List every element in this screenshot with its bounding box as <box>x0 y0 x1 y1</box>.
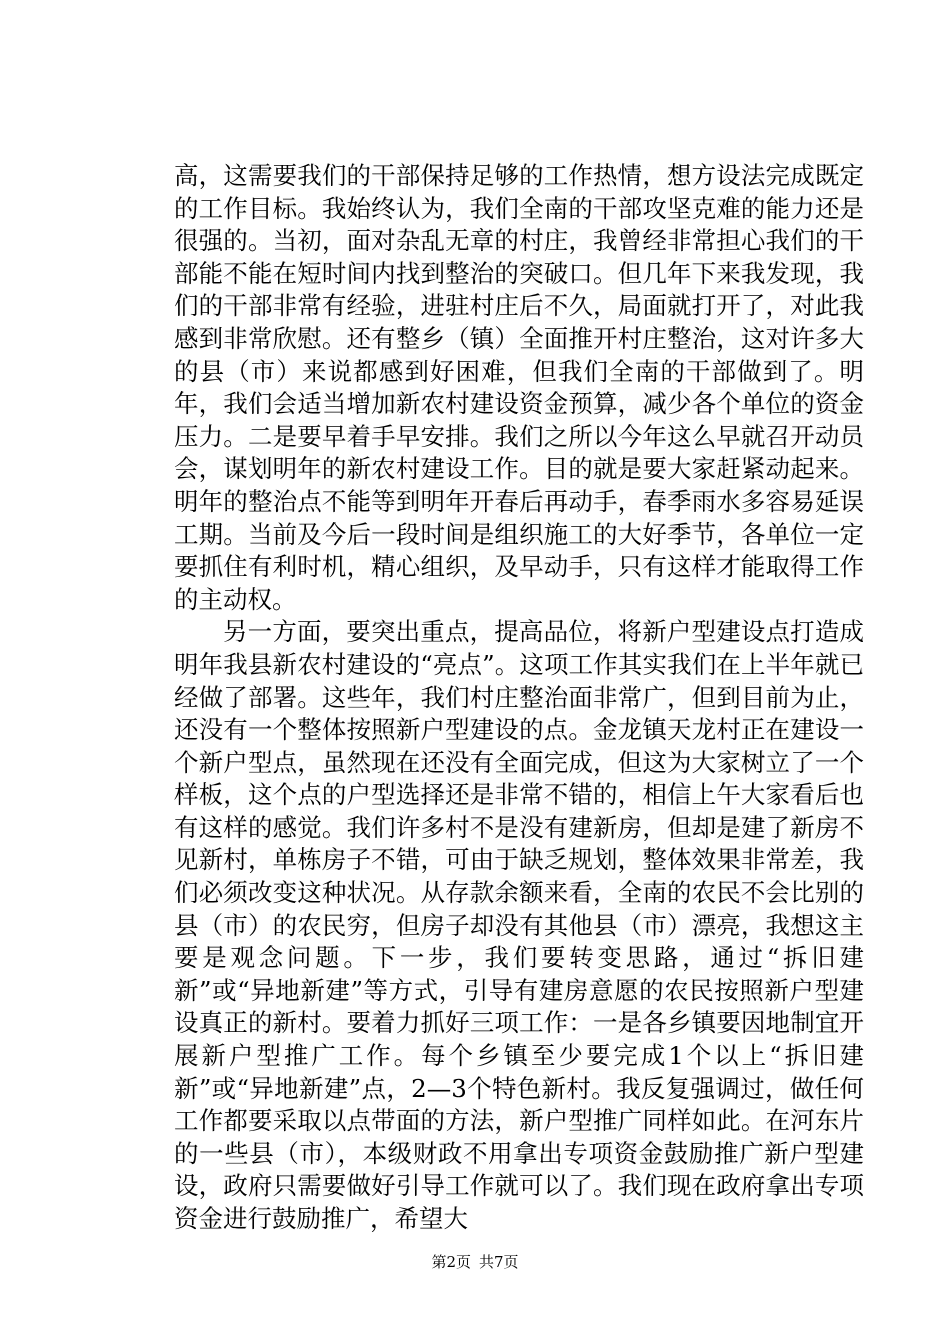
paragraph-1: 高，这需要我们的干部保持足够的工作热情，想方设法完成既定的工作目标。我始终认为，我们全南的干部攻坚克难的能力还是很强的。当初，面对杂乱无章的村庄，我曾经非常担心我们的干部能不能在短时间内找到整治的突破口。但几年下来我发现，我们的干部非常有经验，进驻村庄后不久，局面就打开了，对此我感到非常欣慰。还有整乡（镇）全面推开村庄整治，这对许多大的县（市）来说都感到好困难，但我们全南的干部做到了。明年，我们会适当增加新农村建设资金预算，减少各个单位的资金压力。二是要早着手早安排。我们之所以今年这么早就召开动员会，谋划明年的新农村建设工作。目的就是要大家赶紧动起来。明年的整治点不能等到明年开春后再动手，春季雨水多容易延误工期。当前及今后一段时间是组织施工的大好季节，各单位一定要抓住有利时机，精心组织，及早动手，只有这样才能取得工作的主动权。 <box>174 161 864 614</box>
paragraph-2: 另一方面，要突出重点，提高品位，将新户型建设点打造成明年我县新农村建设的“亮点”。这项工作其实我们在上半年就已经做了部署。这些年，我们村庄整治面非常广，但到目前为止，还没有一个整体按照新户型建设的点。金龙镇天龙村正在建设一个新户型点，虽然现在还没有全面完成，但这为大家树立了一个样板，这个点的户型选择还是非常不错的，相信上午大家看后也有这样的感觉。我们许多村不是没有建新房，但却是建了新房不见新村，单栋房子不错，可由于缺乏规划，整体效果非常差，我们必须改变这种状况。从存款余额来看，全南的农民不会比别的县（市）的农民穷，但房子却没有其他县（市）漂亮，我想这主要是观念问题。下一步，我们要转变思路，通过“拆旧建新”或“异地新建”等方式，引导有建房意愿的农民按照新户型建设真正的新村。要着力抓好三项工作：一是各乡镇要因地制宜开展新户型推广工作。每个乡镇至少要完成1个以上“拆旧建新”或“异地新建”点，2—3个特色新村。我反复强调过，做任何工作都要采取以点带面的方法，新户型推广同样如此。在河东片的一些县（市），本级财政不用拿出专项资金鼓励推广新户型建设，政府只需要做好引导工作就可以了。我们现在政府拿出专项资金进行鼓励推广，希望大 <box>174 617 864 1233</box>
document-body <box>174 160 864 1236</box>
page-total: 共7页 <box>479 1253 519 1271</box>
page-number: 第2页 <box>431 1253 471 1271</box>
page-footer <box>0 1252 950 1272</box>
